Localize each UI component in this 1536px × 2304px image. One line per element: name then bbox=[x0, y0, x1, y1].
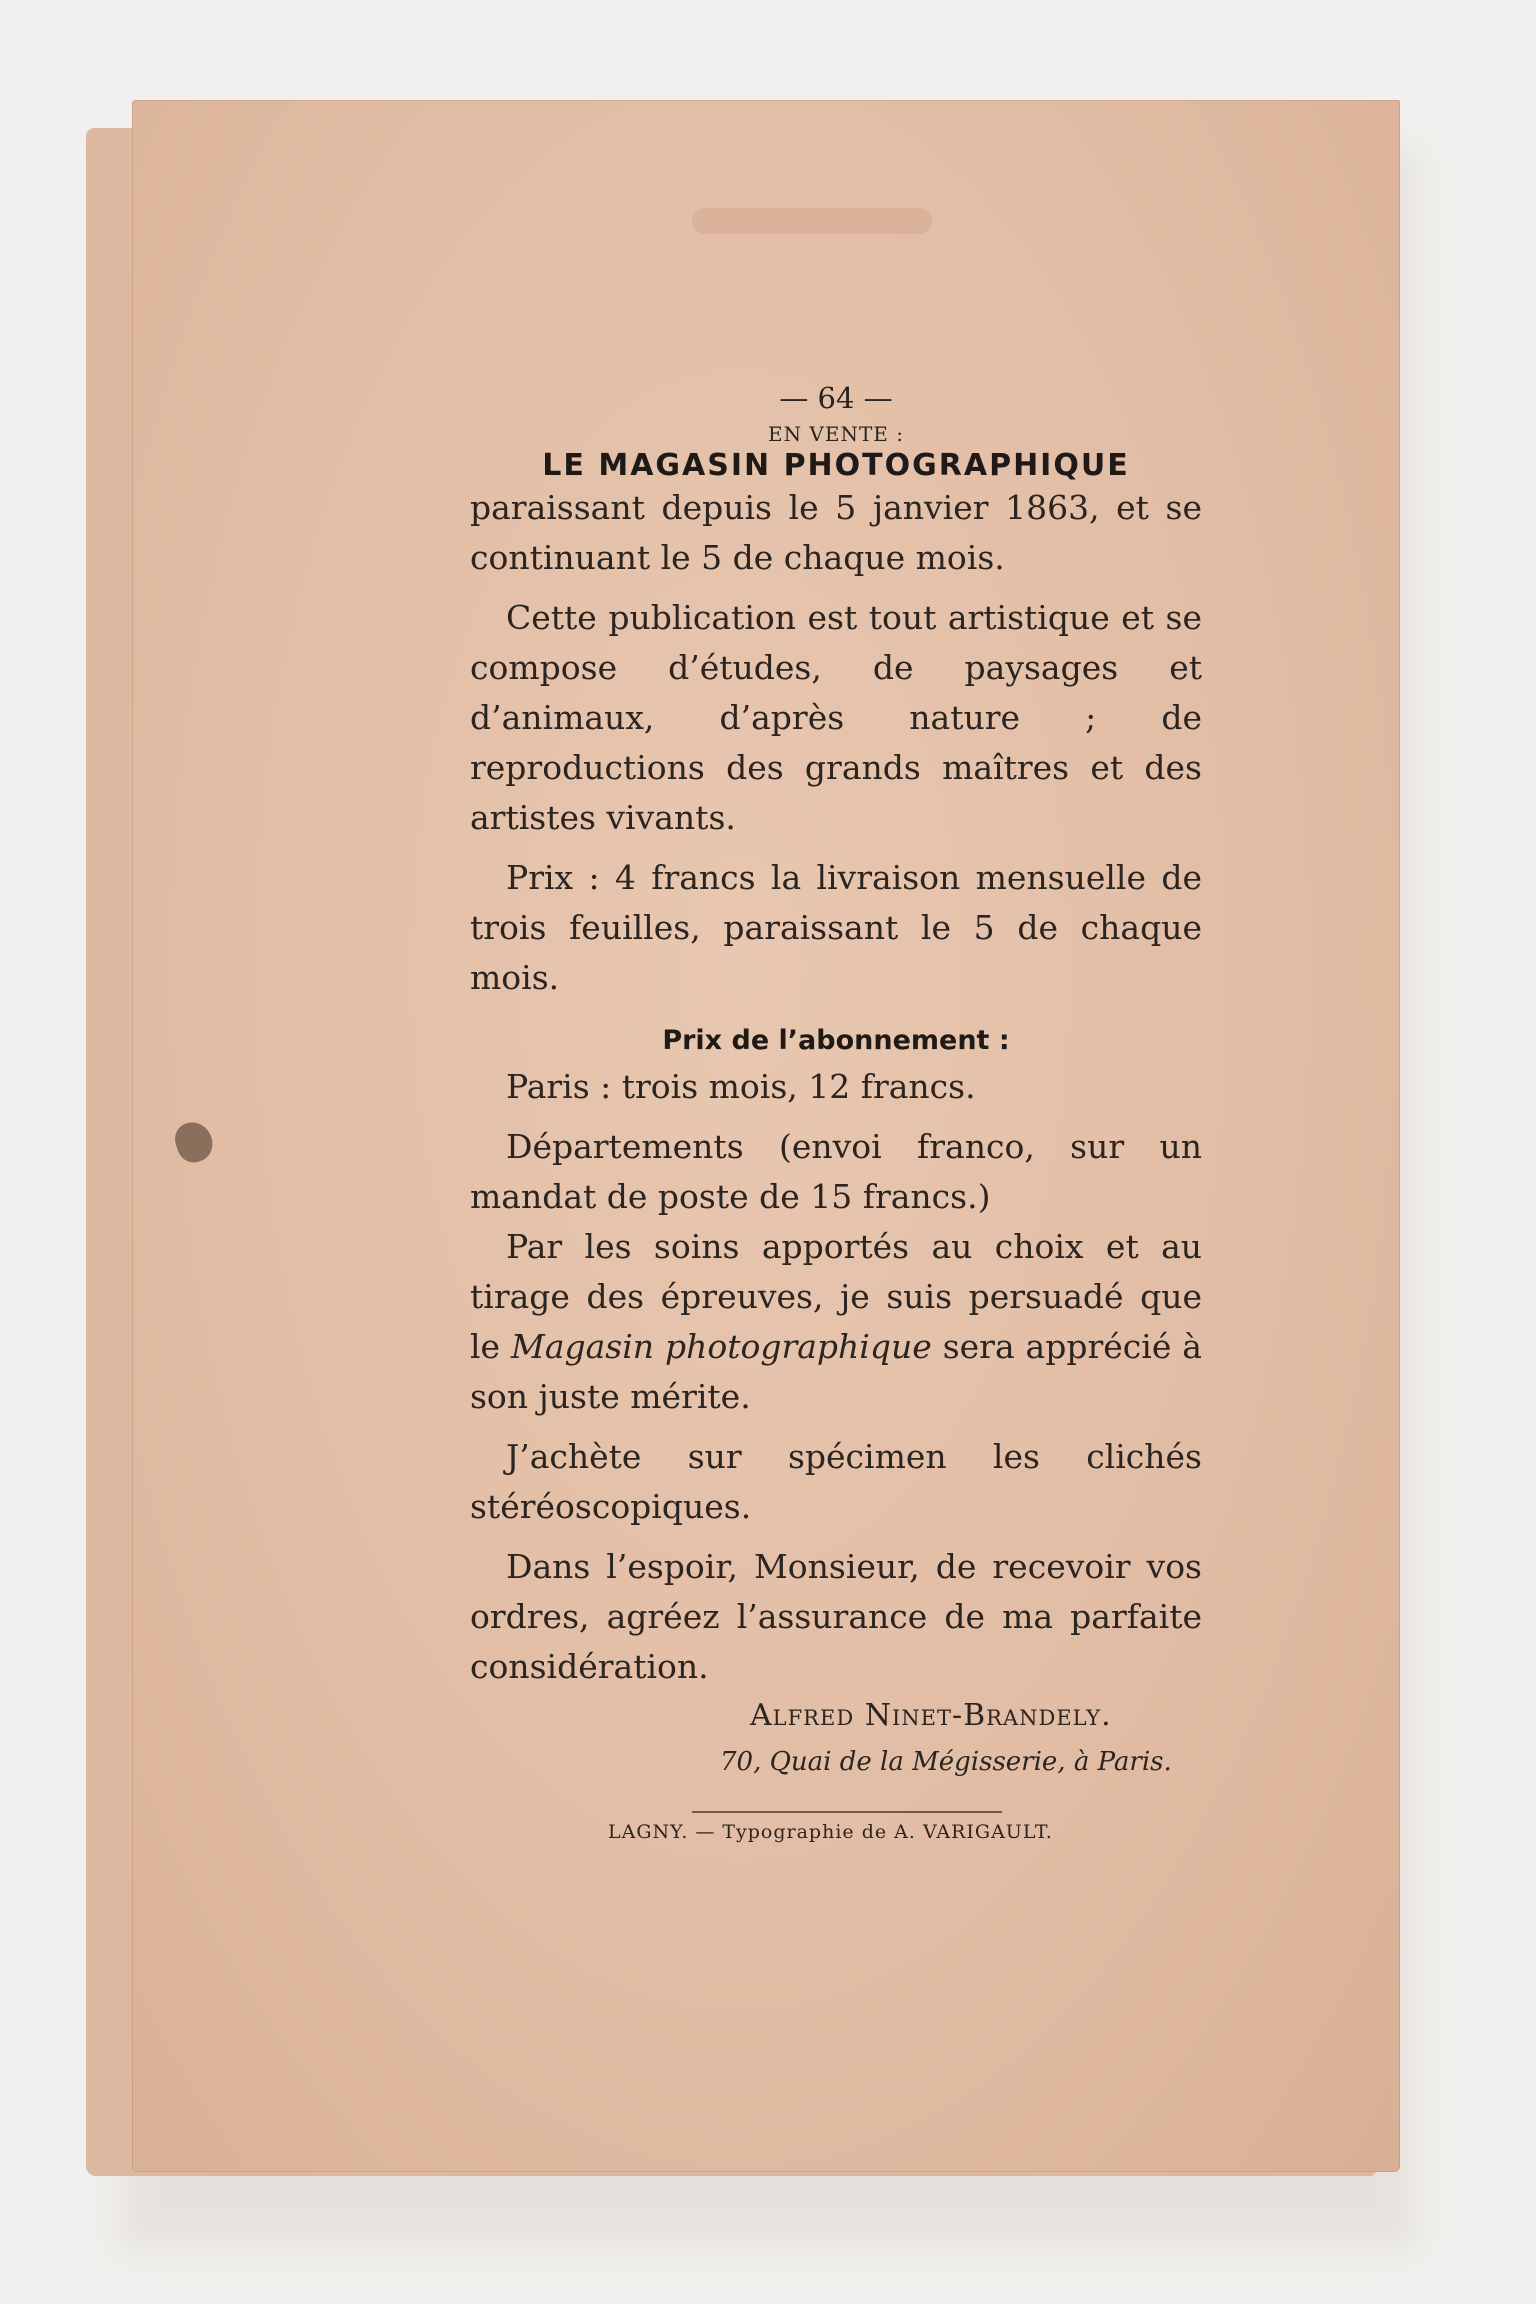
soins-text-start: Par les soins apportés au choix et au tirage des épreuves, je suis persuadé que le bbox=[470, 1227, 1202, 1366]
page-number: — 64 — bbox=[779, 381, 893, 415]
address: 70, Quai de la Mégisserie, à Paris. bbox=[720, 1747, 1172, 1777]
achete-paragraph: J’achète sur spécimen les clichés stéréoscopiques. bbox=[470, 1437, 1202, 1526]
departements-paragraph: Départements (envoi franco, sur un mandat de poste de 15 francs.) bbox=[470, 1127, 1202, 1216]
publication-title: LE MAGASIN PHOTOGRAPHIQUE bbox=[542, 448, 1130, 483]
printer-imprint: LAGNY. — Typographie de A. VARIGAULT. bbox=[608, 1821, 1053, 1843]
page-text bbox=[470, 380, 1202, 1843]
price-paragraph: Prix : 4 francs la livraison mensuelle de trois feuilles, paraissant le 5 de chaque mois. bbox=[470, 858, 1202, 997]
subscription-heading: Prix de l’abonnement : bbox=[662, 1025, 1010, 1056]
en-vente-label: EN VENTE : bbox=[767, 422, 905, 446]
paris-paragraph: Paris : trois mois, 12 francs. bbox=[506, 1067, 976, 1106]
intro-paragraph: paraissant depuis le 5 janvier 1863, et se continuant le 5 de chaque mois. bbox=[470, 488, 1202, 577]
soins-italic-title: Magasin photographique bbox=[511, 1327, 932, 1366]
soins-paragraph bbox=[470, 1222, 1202, 1422]
soins-text-end: sera apprécié à son juste mérite. bbox=[470, 1327, 1202, 1416]
torn-edge bbox=[692, 208, 932, 234]
divider-rule bbox=[692, 1811, 1002, 1813]
publication-paragraph: Cette publication est tout artistique et se compose d’études, de paysages et d’animaux, d’après nature ; de reproductions des grands maîtres et des artistes vivants. bbox=[470, 598, 1202, 837]
espoir-paragraph: Dans l’espoir, Monsieur, de recevoir vos ordres, agréez l’assurance de ma parfaite considération. bbox=[470, 1547, 1202, 1686]
signature: Alfred Ninet-Brandely. bbox=[750, 1698, 1112, 1733]
